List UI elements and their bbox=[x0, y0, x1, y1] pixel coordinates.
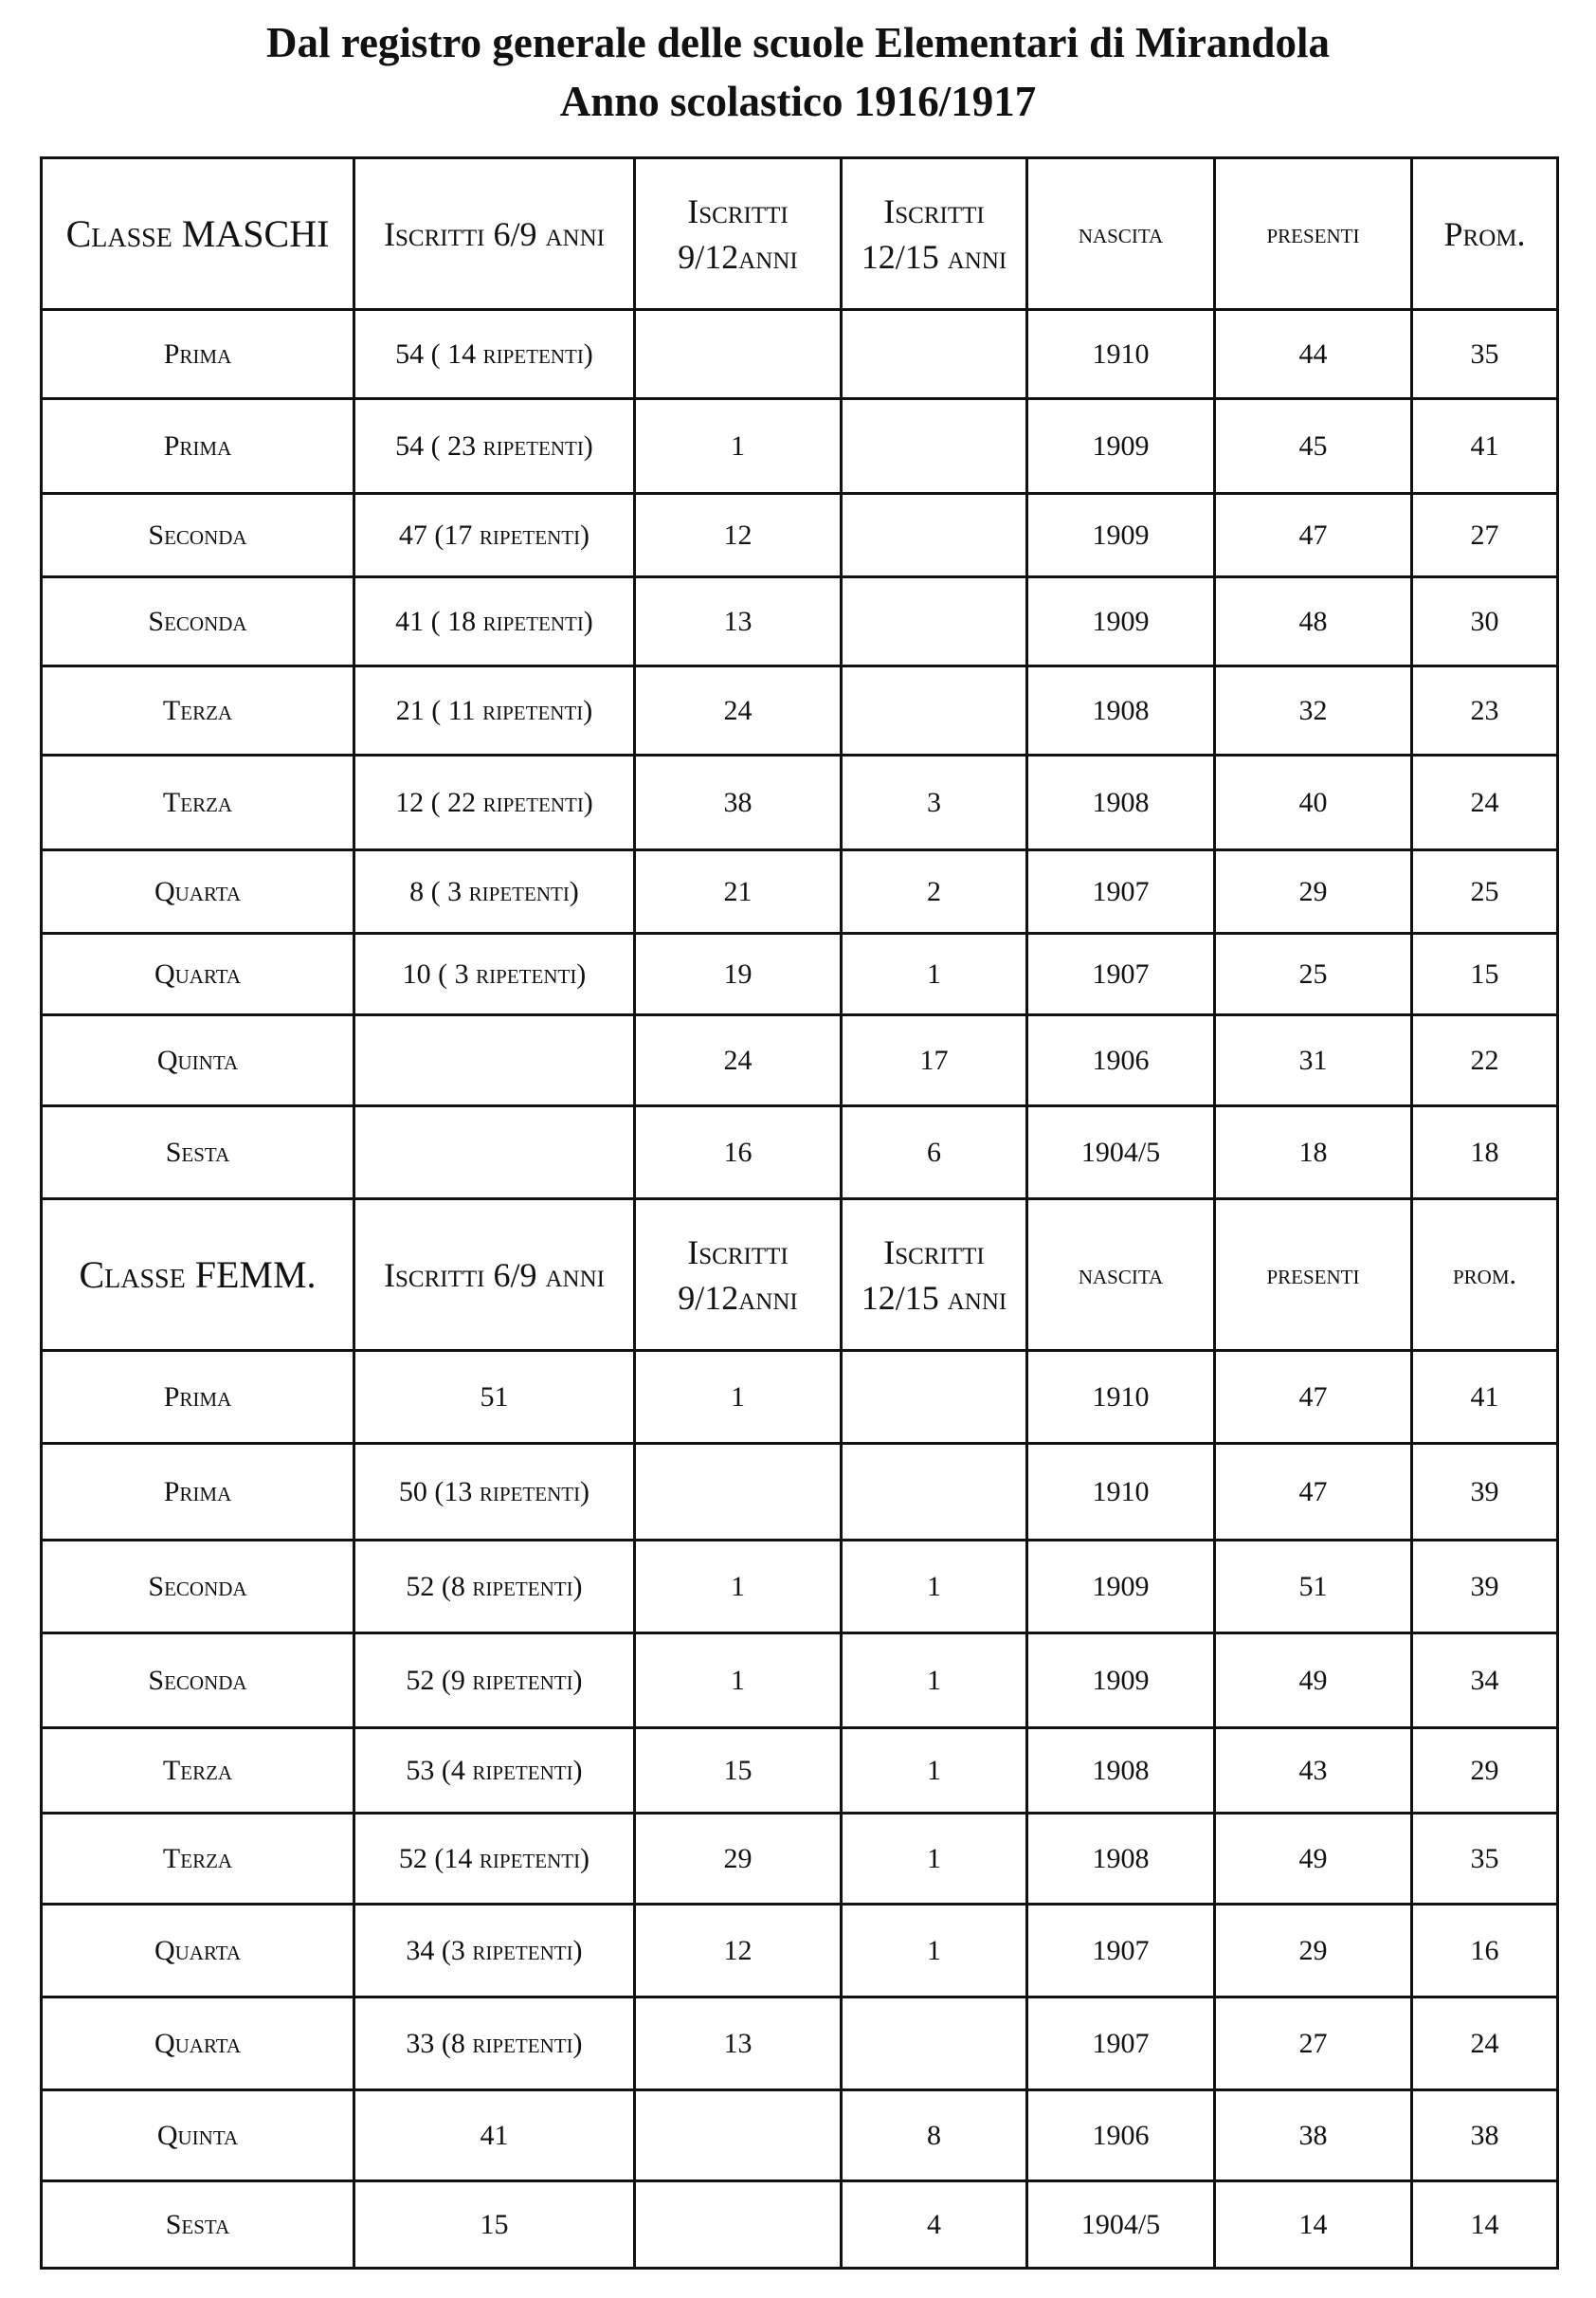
cell-iscritti-6-9: 47 (17 ripetenti) bbox=[354, 494, 635, 577]
title-line-1: Dal registro generale delle scuole Elementari di Mirandola bbox=[266, 19, 1330, 66]
maschi-header-classe: Classe MASCHI bbox=[42, 158, 354, 310]
femmine-header-classe: Classe FEMM. bbox=[42, 1199, 354, 1351]
cell-iscritti-6-9: 12 ( 22 ripetenti) bbox=[354, 756, 635, 850]
cell-iscritti-6-9: 41 ( 18 ripetenti) bbox=[354, 577, 635, 666]
cell-presenti: 14 bbox=[1215, 2181, 1412, 2269]
cell-classe: Terza bbox=[42, 1814, 354, 1905]
cell-presenti: 29 bbox=[1215, 850, 1412, 934]
cell-prom: 14 bbox=[1412, 2181, 1558, 2269]
table-row bbox=[42, 934, 1558, 1015]
cell-iscritti-9-12: 15 bbox=[635, 1728, 842, 1814]
maschi-header-nascita: nascita bbox=[1027, 158, 1215, 310]
cell-iscritti-9-12: 1 bbox=[635, 1541, 842, 1633]
cell-nascita: 1909 bbox=[1027, 577, 1215, 666]
cell-presenti: 32 bbox=[1215, 666, 1412, 756]
cell-classe: Quarta bbox=[42, 850, 354, 934]
cell-nascita: 1908 bbox=[1027, 1728, 1215, 1814]
cell-presenti: 25 bbox=[1215, 934, 1412, 1015]
cell-iscritti-12-15 bbox=[842, 577, 1027, 666]
cell-iscritti-12-15 bbox=[842, 1351, 1027, 1444]
cell-iscritti-12-15 bbox=[842, 310, 1027, 399]
cell-iscritti-12-15: 1 bbox=[842, 1633, 1027, 1728]
table-row bbox=[42, 1541, 1558, 1633]
cell-classe: Prima bbox=[42, 399, 354, 494]
cell-iscritti-6-9: 15 bbox=[354, 2181, 635, 2269]
cell-presenti: 51 bbox=[1215, 1541, 1412, 1633]
cell-iscritti-12-15 bbox=[842, 494, 1027, 577]
cell-iscritti-12-15 bbox=[842, 399, 1027, 494]
table-row bbox=[42, 1351, 1558, 1444]
maschi-header-prom: Prom. bbox=[1412, 158, 1558, 310]
cell-classe: Sesta bbox=[42, 2181, 354, 2269]
cell-classe: Quarta bbox=[42, 934, 354, 1015]
cell-iscritti-6-9: 8 ( 3 ripetenti) bbox=[354, 850, 635, 934]
page-title bbox=[0, 13, 1596, 131]
register-body bbox=[42, 158, 1558, 2269]
maschi-header-row bbox=[42, 158, 1558, 310]
cell-iscritti-9-12: 24 bbox=[635, 1015, 842, 1106]
cell-nascita: 1908 bbox=[1027, 1814, 1215, 1905]
cell-iscritti-12-15: 1 bbox=[842, 934, 1027, 1015]
cell-iscritti-12-15: 6 bbox=[842, 1106, 1027, 1199]
maschi-header-iscritti-12-15: Iscritti 12/15 anni bbox=[842, 158, 1027, 310]
cell-prom: 25 bbox=[1412, 850, 1558, 934]
cell-classe: Prima bbox=[42, 310, 354, 399]
table-row bbox=[42, 1728, 1558, 1814]
cell-nascita: 1907 bbox=[1027, 850, 1215, 934]
cell-prom: 15 bbox=[1412, 934, 1558, 1015]
cell-prom: 30 bbox=[1412, 577, 1558, 666]
cell-iscritti-6-9: 54 ( 14 ripetenti) bbox=[354, 310, 635, 399]
cell-iscritti-9-12: 13 bbox=[635, 577, 842, 666]
cell-iscritti-9-12: 21 bbox=[635, 850, 842, 934]
cell-presenti: 49 bbox=[1215, 1633, 1412, 1728]
cell-iscritti-9-12: 12 bbox=[635, 1905, 842, 1997]
cell-presenti: 47 bbox=[1215, 1444, 1412, 1541]
femmine-header-prom: prom. bbox=[1412, 1199, 1558, 1351]
cell-prom: 35 bbox=[1412, 310, 1558, 399]
cell-iscritti-9-12: 1 bbox=[635, 399, 842, 494]
cell-nascita: 1906 bbox=[1027, 2090, 1215, 2181]
table-row bbox=[42, 2181, 1558, 2269]
femmine-header-iscritti-6-9: Iscritti 6/9 anni bbox=[354, 1199, 635, 1351]
cell-prom: 41 bbox=[1412, 399, 1558, 494]
cell-iscritti-6-9: 10 ( 3 ripetenti) bbox=[354, 934, 635, 1015]
maschi-header-presenti: presenti bbox=[1215, 158, 1412, 310]
cell-classe: Quinta bbox=[42, 1015, 354, 1106]
cell-nascita: 1907 bbox=[1027, 1997, 1215, 2090]
table-row bbox=[42, 756, 1558, 850]
cell-iscritti-12-15: 2 bbox=[842, 850, 1027, 934]
cell-presenti: 43 bbox=[1215, 1728, 1412, 1814]
cell-iscritti-12-15: 1 bbox=[842, 1728, 1027, 1814]
cell-iscritti-6-9: 54 ( 23 ripetenti) bbox=[354, 399, 635, 494]
cell-nascita: 1909 bbox=[1027, 1541, 1215, 1633]
cell-iscritti-12-15: 1 bbox=[842, 1905, 1027, 1997]
cell-prom: 24 bbox=[1412, 756, 1558, 850]
table-row bbox=[42, 1106, 1558, 1199]
cell-iscritti-12-15 bbox=[842, 1444, 1027, 1541]
cell-classe: Sesta bbox=[42, 1106, 354, 1199]
cell-iscritti-9-12: 38 bbox=[635, 756, 842, 850]
cell-iscritti-6-9: 50 (13 ripetenti) bbox=[354, 1444, 635, 1541]
cell-iscritti-9-12: 29 bbox=[635, 1814, 842, 1905]
cell-iscritti-6-9: 21 ( 11 ripetenti) bbox=[354, 666, 635, 756]
cell-iscritti-9-12: 1 bbox=[635, 1633, 842, 1728]
cell-prom: 41 bbox=[1412, 1351, 1558, 1444]
cell-classe: Quarta bbox=[42, 1997, 354, 2090]
cell-nascita: 1907 bbox=[1027, 1905, 1215, 1997]
maschi-header-iscritti-9-12: Iscritti 9/12anni bbox=[635, 158, 842, 310]
femmine-header-nascita: nascita bbox=[1027, 1199, 1215, 1351]
cell-iscritti-6-9 bbox=[354, 1106, 635, 1199]
cell-iscritti-9-12: 13 bbox=[635, 1997, 842, 2090]
cell-iscritti-9-12: 16 bbox=[635, 1106, 842, 1199]
cell-presenti: 44 bbox=[1215, 310, 1412, 399]
cell-presenti: 31 bbox=[1215, 1015, 1412, 1106]
cell-iscritti-9-12 bbox=[635, 1444, 842, 1541]
cell-prom: 27 bbox=[1412, 494, 1558, 577]
table-row bbox=[42, 1015, 1558, 1106]
cell-iscritti-9-12: 1 bbox=[635, 1351, 842, 1444]
cell-nascita: 1910 bbox=[1027, 1444, 1215, 1541]
cell-prom: 34 bbox=[1412, 1633, 1558, 1728]
femmine-header-iscritti-9-12: Iscritti 9/12anni bbox=[635, 1199, 842, 1351]
cell-iscritti-6-9: 53 (4 ripetenti) bbox=[354, 1728, 635, 1814]
register-table bbox=[40, 156, 1559, 2270]
cell-iscritti-6-9: 51 bbox=[354, 1351, 635, 1444]
cell-presenti: 38 bbox=[1215, 2090, 1412, 2181]
cell-nascita: 1904/5 bbox=[1027, 1106, 1215, 1199]
cell-iscritti-6-9: 52 (9 ripetenti) bbox=[354, 1633, 635, 1728]
cell-iscritti-6-9: 41 bbox=[354, 2090, 635, 2181]
table-row bbox=[42, 1905, 1558, 1997]
cell-presenti: 18 bbox=[1215, 1106, 1412, 1199]
cell-prom: 23 bbox=[1412, 666, 1558, 756]
cell-iscritti-9-12 bbox=[635, 2181, 842, 2269]
cell-nascita: 1904/5 bbox=[1027, 2181, 1215, 2269]
cell-presenti: 49 bbox=[1215, 1814, 1412, 1905]
cell-iscritti-12-15: 8 bbox=[842, 2090, 1027, 2181]
cell-nascita: 1910 bbox=[1027, 310, 1215, 399]
table-row bbox=[42, 494, 1558, 577]
cell-nascita: 1909 bbox=[1027, 399, 1215, 494]
cell-iscritti-12-15 bbox=[842, 1997, 1027, 2090]
cell-presenti: 40 bbox=[1215, 756, 1412, 850]
femmine-header-row bbox=[42, 1199, 1558, 1351]
table-row bbox=[42, 2090, 1558, 2181]
cell-nascita: 1906 bbox=[1027, 1015, 1215, 1106]
cell-presenti: 47 bbox=[1215, 1351, 1412, 1444]
cell-prom: 18 bbox=[1412, 1106, 1558, 1199]
cell-nascita: 1908 bbox=[1027, 756, 1215, 850]
cell-iscritti-6-9: 52 (14 ripetenti) bbox=[354, 1814, 635, 1905]
cell-classe: Terza bbox=[42, 666, 354, 756]
cell-classe: Seconda bbox=[42, 577, 354, 666]
cell-classe: Terza bbox=[42, 1728, 354, 1814]
cell-iscritti-12-15 bbox=[842, 666, 1027, 756]
cell-presenti: 48 bbox=[1215, 577, 1412, 666]
cell-presenti: 47 bbox=[1215, 494, 1412, 577]
cell-iscritti-12-15: 3 bbox=[842, 756, 1027, 850]
title-line-2: Anno scolastico 1916/1917 bbox=[559, 78, 1037, 125]
cell-presenti: 29 bbox=[1215, 1905, 1412, 1997]
cell-classe: Terza bbox=[42, 756, 354, 850]
cell-iscritti-6-9 bbox=[354, 1015, 635, 1106]
table-row bbox=[42, 850, 1558, 934]
cell-prom: 16 bbox=[1412, 1905, 1558, 1997]
cell-iscritti-12-15: 1 bbox=[842, 1814, 1027, 1905]
cell-nascita: 1908 bbox=[1027, 666, 1215, 756]
cell-nascita: 1909 bbox=[1027, 1633, 1215, 1728]
cell-iscritti-6-9: 33 (8 ripetenti) bbox=[354, 1997, 635, 2090]
table-row bbox=[42, 399, 1558, 494]
cell-iscritti-9-12: 24 bbox=[635, 666, 842, 756]
cell-classe: Prima bbox=[42, 1351, 354, 1444]
cell-nascita: 1907 bbox=[1027, 934, 1215, 1015]
table-row bbox=[42, 1633, 1558, 1728]
table-row bbox=[42, 1444, 1558, 1541]
cell-iscritti-9-12: 12 bbox=[635, 494, 842, 577]
cell-prom: 29 bbox=[1412, 1728, 1558, 1814]
cell-prom: 24 bbox=[1412, 1997, 1558, 2090]
cell-prom: 38 bbox=[1412, 2090, 1558, 2181]
table-row bbox=[42, 666, 1558, 756]
cell-iscritti-12-15: 17 bbox=[842, 1015, 1027, 1106]
table-row bbox=[42, 310, 1558, 399]
cell-classe: Prima bbox=[42, 1444, 354, 1541]
cell-iscritti-9-12: 19 bbox=[635, 934, 842, 1015]
cell-prom: 35 bbox=[1412, 1814, 1558, 1905]
cell-classe: Seconda bbox=[42, 494, 354, 577]
cell-classe: Seconda bbox=[42, 1633, 354, 1728]
cell-classe: Seconda bbox=[42, 1541, 354, 1633]
cell-prom: 39 bbox=[1412, 1444, 1558, 1541]
cell-prom: 39 bbox=[1412, 1541, 1558, 1633]
cell-nascita: 1910 bbox=[1027, 1351, 1215, 1444]
maschi-header-iscritti-6-9: Iscritti 6/9 anni bbox=[354, 158, 635, 310]
cell-prom: 22 bbox=[1412, 1015, 1558, 1106]
femmine-header-iscritti-12-15: Iscritti 12/15 anni bbox=[842, 1199, 1027, 1351]
cell-nascita: 1909 bbox=[1027, 494, 1215, 577]
femmine-header-presenti: presenti bbox=[1215, 1199, 1412, 1351]
cell-iscritti-9-12 bbox=[635, 2090, 842, 2181]
cell-iscritti-6-9: 34 (3 ripetenti) bbox=[354, 1905, 635, 1997]
cell-iscritti-6-9: 52 (8 ripetenti) bbox=[354, 1541, 635, 1633]
table-row bbox=[42, 577, 1558, 666]
cell-presenti: 27 bbox=[1215, 1997, 1412, 2090]
cell-classe: Quinta bbox=[42, 2090, 354, 2181]
cell-iscritti-12-15: 4 bbox=[842, 2181, 1027, 2269]
table-row bbox=[42, 1997, 1558, 2090]
table-row bbox=[42, 1814, 1558, 1905]
cell-iscritti-9-12 bbox=[635, 310, 842, 399]
cell-classe: Quarta bbox=[42, 1905, 354, 1997]
cell-iscritti-12-15: 1 bbox=[842, 1541, 1027, 1633]
cell-presenti: 45 bbox=[1215, 399, 1412, 494]
